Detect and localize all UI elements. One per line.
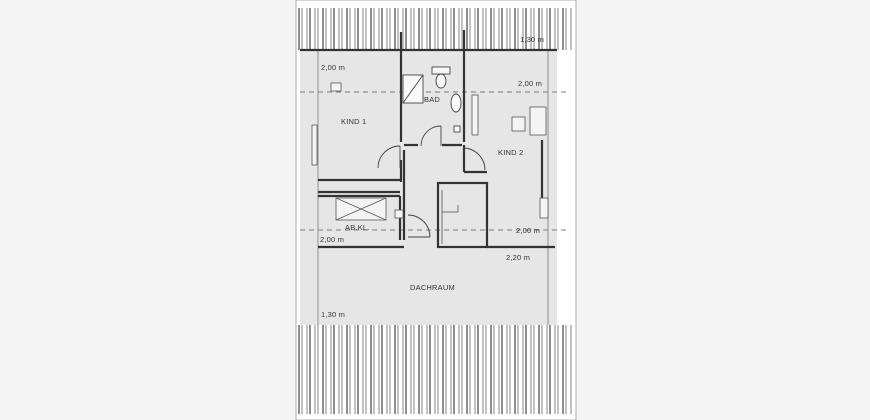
room-label-dachraum: DACHRAUM (410, 283, 455, 292)
room-label-bad: BAD (424, 95, 441, 104)
height-label-kind2: 2,00 m (518, 79, 543, 88)
height-label-bottom-left: 1,30 m (321, 310, 346, 319)
height-label-kind1: 2,00 m (321, 63, 346, 72)
abstellkammer-cross (336, 198, 386, 220)
height-label-right-lower: 2,00 m (516, 226, 541, 235)
height-label-top-right: 1,30 m (520, 35, 545, 44)
room-label-abkl: AB.KL. (345, 223, 370, 232)
room-label-kind1: KIND 1 (341, 117, 367, 126)
room-label-kind2: KIND 2 (498, 148, 524, 157)
height-label-dachraum-right: 2,20 m (506, 253, 531, 262)
height-label-abkl: 2,00 m (320, 235, 345, 244)
